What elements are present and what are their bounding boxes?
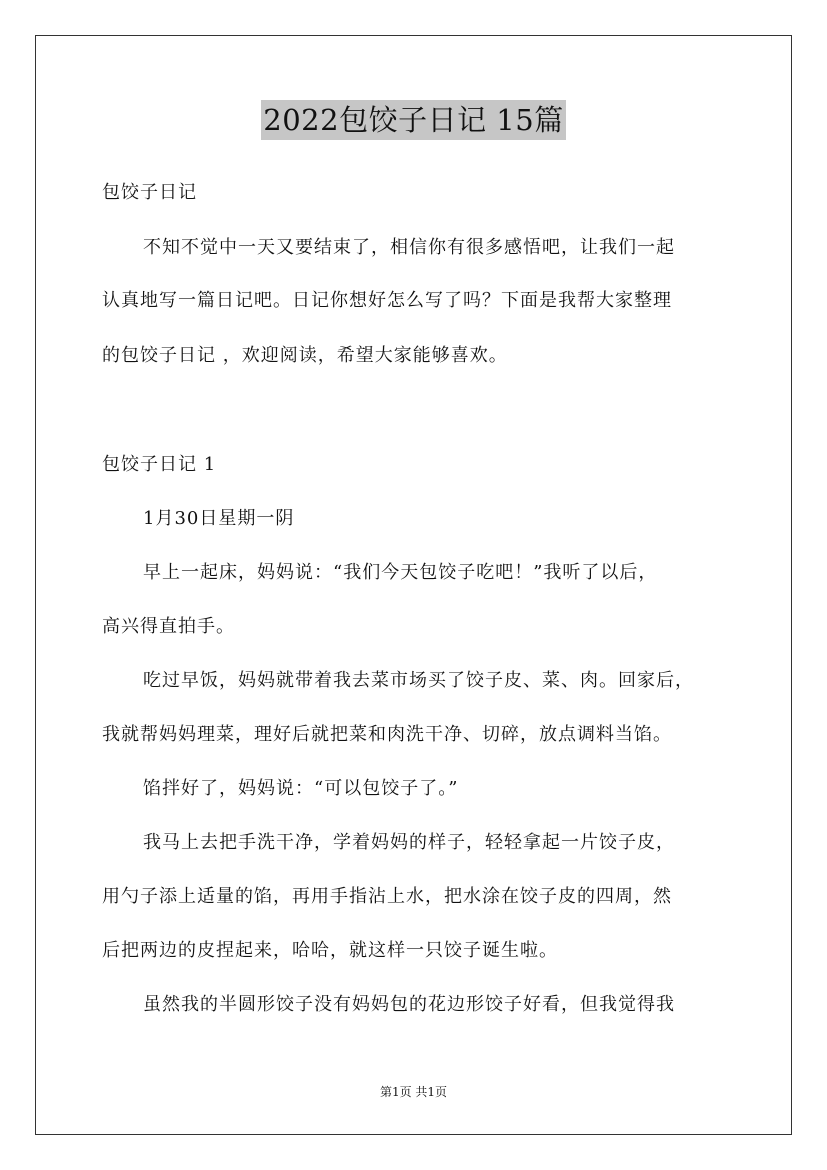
paragraph-line: 我马上去把手洗干净，学着妈妈的样子，轻轻拿起一片饺子皮， (143, 832, 675, 853)
paragraph-line: 馅拌好了，妈妈说：“可以包饺子了。” (143, 778, 459, 799)
paragraph-line: 用勺子添上适量的馅，再用手指沾上水，把水涂在饺子皮的四周，然 (102, 886, 672, 907)
date-line: 1月30日星期一阴 (143, 508, 295, 529)
section-heading: 包饺子日记 (102, 182, 197, 203)
paragraph-line: 后把两边的皮捏起来，哈哈，就这样一只饺子诞生啦。 (102, 940, 558, 961)
paragraph-line: 认真地写一篇日记吧。日记你想好怎么写了吗？下面是我帮大家整理 (102, 290, 672, 311)
document-title: 2022包饺子日记 15篇 (261, 100, 565, 140)
section-heading: 包饺子日记 1 (102, 454, 217, 475)
paragraph-line: 虽然我的半圆形饺子没有妈妈包的花边形饺子好看，但我觉得我 (143, 994, 675, 1015)
paragraph-line: 早上一起床，妈妈说：“我们今天包饺子吃吧！”我听了以后， (143, 562, 658, 583)
paragraph-line: 不知不觉中一天又要结束了，相信你有很多感悟吧，让我们一起 (143, 237, 675, 258)
page-footer: 第1页 共1页 (379, 1085, 448, 1099)
paragraph-line: 高兴得直拍手。 (102, 616, 235, 637)
paragraph-line: 我就帮妈妈理菜，理好后就把菜和肉洗干净、切碎，放点调料当馅。 (102, 724, 672, 745)
paragraph-line: 的包饺子日记 ，欢迎阅读，希望大家能够喜欢。 (102, 345, 508, 366)
title-container (0, 100, 827, 140)
paragraph-line: 吃过早饭，妈妈就带着我去菜市场买了饺子皮、菜、肉。回家后， (143, 670, 694, 691)
